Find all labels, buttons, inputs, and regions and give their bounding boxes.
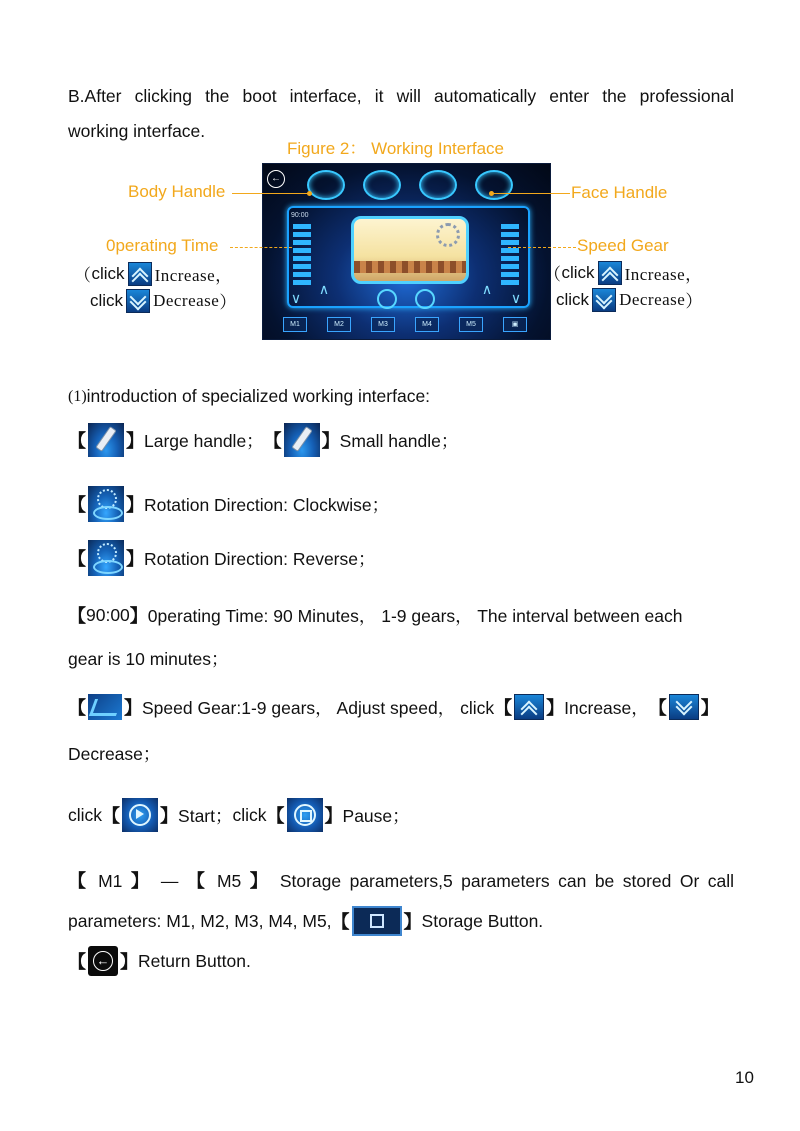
leader-dot <box>489 191 494 196</box>
screen-body-handle-icon <box>307 170 345 200</box>
screen-m4-button: M4 <box>415 317 439 332</box>
decrease-icon <box>126 289 150 313</box>
screen-speed-increase-icon: ∧ <box>481 281 493 297</box>
right-increase-note: （ click Increase， <box>544 262 703 284</box>
screen-time-decrease-icon: ∨ <box>290 290 302 306</box>
decrease-icon <box>669 694 699 720</box>
leader-body-handle <box>232 193 310 194</box>
time-level-bar <box>293 240 311 245</box>
callout-face-handle: Face Handle <box>571 183 668 202</box>
screen-pause-icon <box>377 289 397 309</box>
speed-gear-icon <box>88 694 122 720</box>
screen-time-increase-icon: ∧ <box>318 281 330 297</box>
speed-level-bar <box>501 232 519 237</box>
intro-line-2: working interface. <box>68 121 206 141</box>
speed-level-bar <box>501 256 519 261</box>
screen-m3-button: M3 <box>371 317 395 332</box>
screen-back-icon: ← <box>267 170 285 188</box>
left-decrease-note: click Decrease ） <box>90 290 237 312</box>
intro-line-1: B.After clicking the boot interface, it will automatically enter the professional <box>68 86 734 106</box>
callout-operating-time: 0perating Time <box>106 236 219 255</box>
increase-icon <box>514 694 544 720</box>
pause-icon <box>287 798 323 832</box>
screen-animation-scene <box>351 216 469 284</box>
row-return: 【 ← 】 Return Button. <box>68 946 251 976</box>
gear-icon <box>436 223 460 247</box>
section-heading: (1) introduction of specialized working interface: <box>68 386 431 406</box>
time-level-bar <box>293 224 311 229</box>
start-icon <box>122 798 158 832</box>
row-operating-time-cont: gear is 10 minutes； <box>68 649 229 669</box>
row-speed-gear-cont: Decrease； <box>68 744 161 764</box>
scene-bands <box>354 261 466 273</box>
screen-rotate-cw-icon <box>363 170 401 200</box>
screen-time-display: 90:00 <box>291 212 309 219</box>
time-level-bar <box>293 280 311 285</box>
leader-dot <box>307 191 312 196</box>
screen-m5-button: M5 <box>459 317 483 332</box>
page-number: 10 <box>735 1068 754 1087</box>
row-storage: 【 M1 】 — 【 M5 】 Storage parameters,5 parameters can be stored Or call <box>68 871 735 891</box>
speed-level-bar <box>501 272 519 277</box>
time-level-bar <box>293 248 311 253</box>
small-handle-icon <box>284 423 320 457</box>
figure-caption: Figure 2： Working Interface <box>287 139 504 158</box>
screen-speed-decrease-icon: ∨ <box>510 290 522 306</box>
screen-face-handle-icon <box>475 170 513 200</box>
leader-speed-gear <box>508 247 576 248</box>
speed-level-bar <box>501 224 519 229</box>
screen-m2-button: M2 <box>327 317 351 332</box>
row-handles: 【 】 Large handle； 【 】 Small handle； <box>68 423 458 457</box>
rotate-reverse-icon <box>88 540 124 576</box>
time-level-bar <box>293 256 311 261</box>
time-level-bar <box>293 272 311 277</box>
callout-speed-gear: Speed Gear <box>577 236 669 255</box>
time-level-bar <box>293 264 311 269</box>
right-decrease-note: click Decrease ） <box>556 289 703 311</box>
row-rotation-reverse: 【 】 Rotation Direction: Reverse； <box>68 540 375 576</box>
decrease-icon <box>592 288 616 312</box>
save-icon <box>352 906 402 936</box>
row-speed-gear: 【 】 Speed Gear:1-9 gears， Adjust speed， click 【 】 Increase， 【 】 <box>68 694 719 720</box>
row-operating-time: 【 90:00 】 0perating Time: 90 Minutes， 1-9 gears， The interval between each <box>68 604 683 626</box>
screen-rotate-rev-icon <box>419 170 457 200</box>
left-increase-note: （ click Increase， <box>74 263 233 285</box>
leader-face-handle <box>492 193 570 194</box>
return-icon: ← <box>88 946 118 976</box>
speed-level-bar <box>501 264 519 269</box>
row-start-pause: click 【 】 Start； click 【 】 Pause； <box>68 798 410 832</box>
rotate-clockwise-icon <box>88 486 124 522</box>
increase-icon <box>598 261 622 285</box>
large-handle-icon <box>88 423 124 457</box>
callout-body-handle: Body Handle <box>128 182 226 201</box>
row-rotation-clockwise: 【 】 Rotation Direction: Clockwise； <box>68 486 389 522</box>
screen-save-button: ▣ <box>503 317 527 332</box>
increase-icon <box>128 262 152 286</box>
speed-level-bar <box>501 280 519 285</box>
row-storage-cont: parameters: M1, M2, M3, M4, M5, 【 】 Storage Button. <box>68 906 543 936</box>
leader-operating-time <box>230 247 292 248</box>
speed-level-bar <box>501 248 519 253</box>
time-level-bar <box>293 232 311 237</box>
working-interface-screenshot <box>262 163 551 340</box>
speed-level-bar <box>501 240 519 245</box>
screen-m1-button: M1 <box>283 317 307 332</box>
screen-start-icon <box>415 289 435 309</box>
